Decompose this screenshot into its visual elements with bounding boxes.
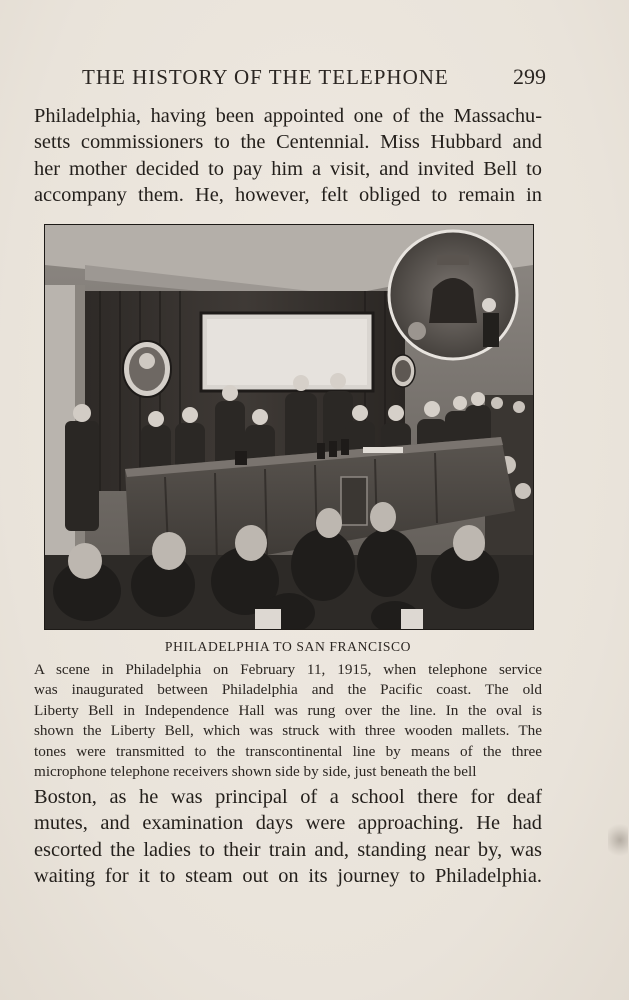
text-line: setts commissioners to the Centennial. Miss Hubbard and: [34, 131, 542, 154]
caption-line: Liberty Bell in Independence Hall was rung over the line. In the oval is: [34, 701, 542, 719]
caption-line: was inaugurated between Philadelphia and the Pacific coast. The old: [34, 681, 542, 699]
text-line: Boston, as he was principal of a school there for deaf: [34, 786, 542, 808]
paragraph-bottom: [34, 784, 542, 890]
photograph-illustration: [45, 225, 533, 629]
text-line: accompany them. He, however, felt obliged to remain in: [34, 184, 542, 207]
figure-caption-title: PHILADELPHIA TO SAN FRANCISCO: [164, 639, 412, 654]
caption-line: shown the Liberty Bell, which was struck with three wooden mallets. The: [34, 722, 542, 740]
paragraph-top: [34, 103, 542, 209]
text-line: her mother decided to pay him a visit, and invited Bell to: [34, 157, 542, 180]
text-line: waiting for it to steam out on its journey to Philadelphia.: [34, 865, 542, 888]
text-line: mutes, and examination days were approaching. He had: [34, 812, 542, 835]
running-head: [82, 64, 546, 90]
caption-line: microphone telephone receivers shown side by side, just beneath the bell: [34, 763, 477, 781]
running-title: THE HISTORY OF THE TELEPHONE: [82, 65, 449, 89]
caption-line: tones were transmitted to the transcontinental line by means of the three: [34, 742, 542, 760]
text-line: escorted the ladies to their train and, standing near by, was: [34, 838, 542, 861]
paper-stain: [608, 820, 628, 860]
text-line: Philadelphia, having been appointed one of the Massachu-: [34, 105, 542, 127]
photograph-plate: [44, 224, 534, 630]
standing-man: [65, 421, 99, 531]
figure-caption: [34, 660, 542, 782]
page-number: 299: [513, 64, 546, 89]
caption-line: A scene in Philadelphia on February 11, 1915, when telephone service: [34, 661, 542, 678]
